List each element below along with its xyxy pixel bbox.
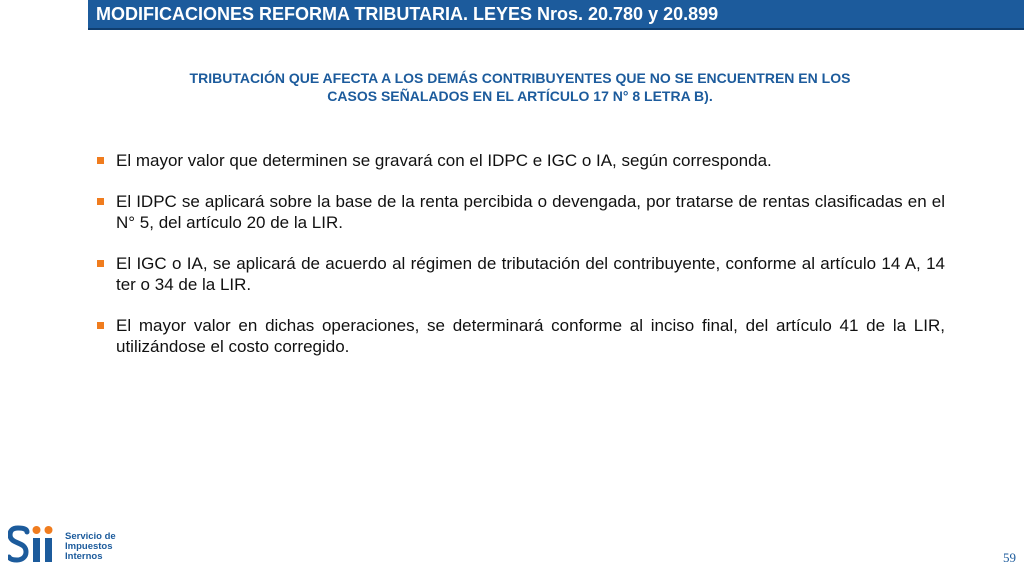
bullet-square-icon	[97, 322, 104, 329]
logo-line-2: Impuestos	[65, 541, 113, 552]
sii-logo-text	[65, 532, 116, 562]
bullet-item	[97, 150, 945, 171]
logo-line-3: Internos	[65, 551, 103, 562]
page-number: 59	[1003, 550, 1016, 565]
bullet-square-icon	[97, 260, 104, 267]
sii-logo	[8, 520, 138, 570]
bullet-text: El mayor valor que determinen se gravará con el IDPC e IGC o IA, según corresponda.	[116, 151, 772, 170]
bullet-square-icon	[97, 198, 104, 205]
bullet-text: El mayor valor en dichas operaciones, se determinará conforme al inciso final, del artículo 41 de la LIR, utilizándose el costo corregido.	[116, 316, 945, 356]
bullet-list	[97, 150, 945, 377]
sii-logo-icon	[8, 520, 60, 568]
bullet-square-icon	[97, 157, 104, 164]
slide-title: MODIFICACIONES REFORMA TRIBUTARIA. LEYES Nros. 20.780 y 20.899	[96, 4, 719, 24]
bullet-text: El IDPC se aplicará sobre la base de la renta percibida o devengada, por tratarse de rentas clasificadas en el N° 5, del artículo 20 de la LIR.	[116, 192, 945, 232]
bullet-item	[97, 315, 945, 357]
bullet-item	[97, 191, 945, 233]
subtitle-line-2: CASOS SEÑALADOS EN EL ARTÍCULO 17 N° 8 LETRA B).	[327, 88, 713, 104]
slide-subtitle	[100, 69, 940, 105]
subtitle-line-1: TRIBUTACIÓN QUE AFECTA A LOS DEMÁS CONTRIBUYENTES QUE NO SE ENCUENTREN EN LOS	[189, 70, 851, 86]
logo-line-1: Servicio de	[65, 531, 116, 542]
title-bar	[88, 0, 1024, 30]
bullet-item	[97, 253, 945, 295]
bullet-text: El IGC o IA, se aplicará de acuerdo al régimen de tributación del contribuyente, conforme al artículo 14 A, 14 ter o 34 de la LIR.	[116, 254, 945, 294]
